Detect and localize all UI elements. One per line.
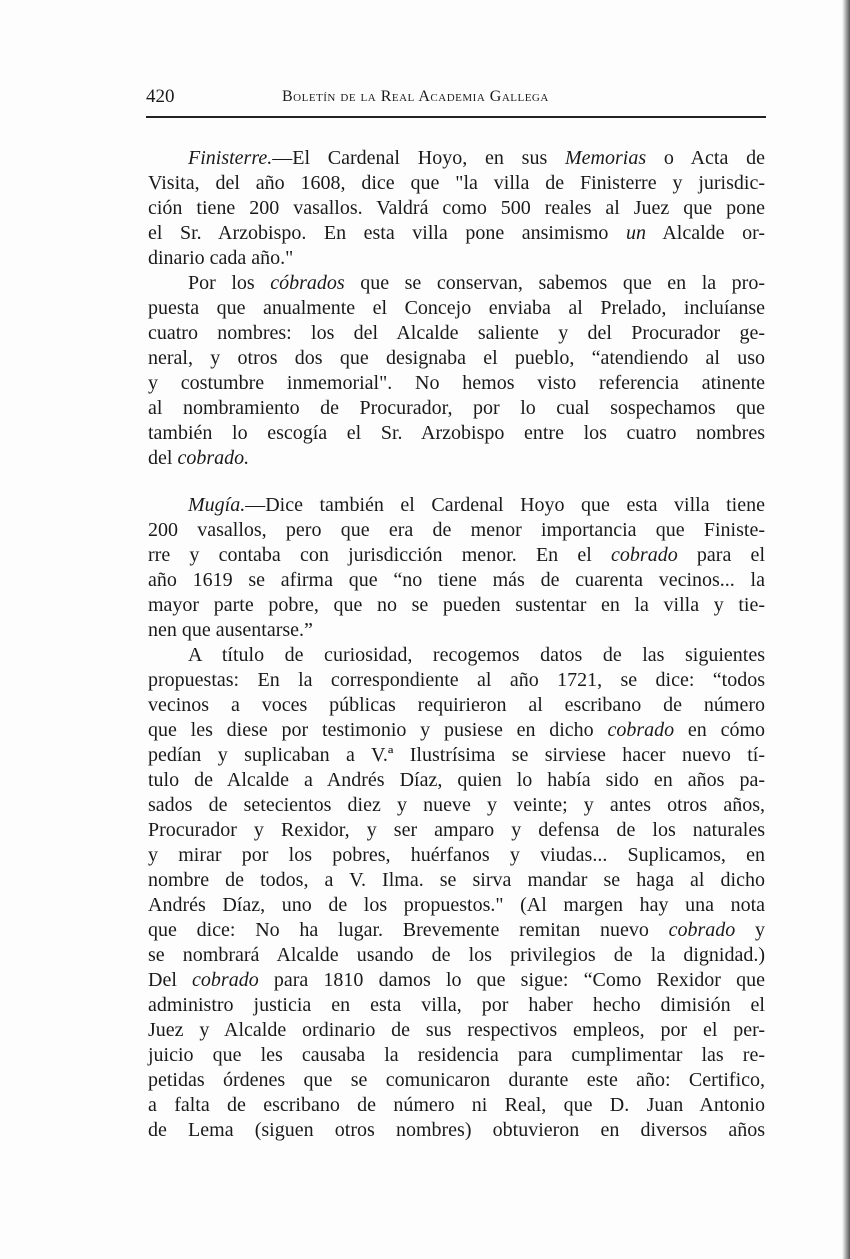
body-text <box>148 146 765 1143</box>
text-segment: y mirar por los pobres, huérfanos y viudas... Suplicamos, en <box>148 844 765 866</box>
text-line <box>148 196 765 221</box>
text-segment: rre y contaba con jurisdicción menor. En el <box>148 544 612 566</box>
text-segment: tulo de Alcalde a Andrés Díaz, quien lo había sido en años pa- <box>148 769 765 791</box>
text-segment: administro justicia en esta villa, por haber hecho dimisión el <box>148 994 765 1016</box>
text-line <box>148 693 765 718</box>
running-header <box>146 86 766 110</box>
text-segment: del <box>148 447 178 469</box>
text-line <box>148 493 765 518</box>
text-line <box>148 668 765 693</box>
text-segment: puesta que anualmente el Concejo enviaba al Prelado, incluíanse <box>148 297 765 319</box>
text-line <box>148 446 765 471</box>
text-segment: Visita, del año 1608, dice que "la villa de Finisterre y jurisdic- <box>148 172 765 194</box>
italic-text: cobrado <box>607 719 675 741</box>
text-segment: pedían y suplicaban a V.ª Ilustrísima se sirviese hacer nuevo tí- <box>148 744 765 766</box>
text-segment: el Sr. Arzobispo. En esta villa pone ansimismo <box>148 222 626 244</box>
text-segment: mayor parte pobre, que no se pueden sustentar en la villa y tie- <box>148 594 765 616</box>
italic-text: un <box>625 222 646 244</box>
text-line <box>148 968 765 993</box>
text-line <box>148 421 765 446</box>
text-line <box>148 818 765 843</box>
italic-text: cobrado <box>611 544 678 566</box>
text-line <box>148 718 765 743</box>
paragraph <box>148 493 765 643</box>
text-line <box>148 346 765 371</box>
text-segment: ción tiene 200 vasallos. Valdrá como 500 reales al Juez que pone <box>148 197 765 219</box>
text-segment: cuatro nombres: los del Alcalde saliente y del Procurador ge- <box>148 322 765 344</box>
text-segment: —El Cardenal Hoyo, en sus <box>272 147 566 169</box>
text-segment: o Acta de <box>646 147 765 169</box>
text-line <box>148 993 765 1018</box>
text-segment: —Dice también el Cardenal Hoyo que esta villa tiene <box>245 494 765 516</box>
text-line <box>148 171 765 196</box>
text-segment: y <box>735 919 766 941</box>
text-line <box>148 543 765 568</box>
text-segment: para 1810 damos lo que sigue: “Como Rexidor que <box>258 969 765 991</box>
text-segment: nombre de todos, a V. Ilma. se sirva mandar se haga al dicho <box>148 869 765 891</box>
paragraph-gap <box>148 471 765 493</box>
text-line <box>148 518 765 543</box>
text-line <box>148 246 765 271</box>
italic-text: cobrado. <box>177 447 250 469</box>
page-edge-shadow <box>842 0 850 1259</box>
text-segment: juicio que les causaba la residencia para cumplimentar las re- <box>148 1044 765 1066</box>
text-line <box>148 371 765 396</box>
text-line <box>148 593 765 618</box>
text-segment: que se conservan, sabemos que en la pro- <box>344 272 766 294</box>
text-line <box>148 618 765 643</box>
text-segment: que dice: No ha lugar. Brevemente remitan nuevo <box>148 919 669 941</box>
text-segment: petidas órdenes que se comunicaron durante este año: Certifico, <box>148 1069 765 1091</box>
text-segment: año 1619 se afirma que “no tiene más de cuarenta vecinos... la <box>148 569 765 591</box>
text-segment: A título de curiosidad, recogemos datos de las siguientes <box>188 644 765 666</box>
text-segment: neral, y otros dos que designaba el pueblo, “atendiendo al uso <box>148 347 765 369</box>
text-line <box>148 1068 765 1093</box>
text-line <box>148 843 765 868</box>
paragraph <box>148 643 765 1143</box>
text-line <box>148 568 765 593</box>
header-rule <box>146 116 766 118</box>
text-segment: sados de setecientos diez y nueve y veinte; y antes otros años, <box>148 794 765 816</box>
text-line <box>148 743 765 768</box>
text-segment: en cómo <box>674 719 766 741</box>
text-segment: para el <box>677 544 765 566</box>
page-number: 420 <box>146 86 175 107</box>
text-segment: de Lema (siguen otros nombres) obtuvieron en diversos años <box>148 1119 765 1141</box>
italic-text: cobrado <box>668 919 736 941</box>
text-segment: se nombrará Alcalde usando de los privilegios de la dignidad.) <box>148 944 765 966</box>
text-line <box>148 943 765 968</box>
text-segment: Alcalde or- <box>645 222 765 244</box>
text-line <box>148 146 765 171</box>
text-line <box>148 271 765 296</box>
text-segment: 200 vasallos, pero que era de menor importancia que Finiste- <box>148 519 765 541</box>
text-line <box>148 768 765 793</box>
text-segment: dinario cada año." <box>148 247 294 269</box>
italic-text: Finisterre. <box>188 147 273 169</box>
text-segment: Procurador y Rexidor, y ser amparo y defensa de los naturales <box>148 819 765 841</box>
text-line <box>148 1093 765 1118</box>
text-segment: nen que ausentarse.” <box>148 619 313 641</box>
text-line <box>148 396 765 421</box>
italic-text: Mugía. <box>188 494 246 516</box>
text-segment: a falta de escribano de número ni Real, que D. Juan Antonio <box>148 1094 765 1116</box>
text-line <box>148 1018 765 1043</box>
text-line <box>148 1043 765 1068</box>
text-segment: que les diese por testimonio y pusiese en dicho <box>148 719 608 741</box>
text-line <box>148 221 765 246</box>
text-segment: al nombramiento de Procurador, por lo cual sospechamos que <box>148 397 765 419</box>
italic-text: cobrado <box>192 969 259 991</box>
text-line <box>148 643 765 668</box>
text-line <box>148 793 765 818</box>
text-line <box>148 1118 765 1143</box>
running-title: Boletín de la Real Academia Gallega <box>282 88 549 105</box>
text-segment: y costumbre inmemorial". No hemos visto referencia atinente <box>148 372 765 394</box>
italic-text: cóbrados <box>270 272 345 294</box>
text-segment: propuestas: En la correspondiente al año 1721, se dice: “todos <box>148 669 765 691</box>
text-line <box>148 296 765 321</box>
text-segment: Del <box>148 969 193 991</box>
text-segment: vecinos a voces públicas requirieron al escribano de número <box>148 694 765 716</box>
text-segment: también lo escogía el Sr. Arzobispo entre los cuatro nombres <box>148 422 765 444</box>
text-line <box>148 868 765 893</box>
paragraph <box>148 271 765 471</box>
text-segment: Juez y Alcalde ordinario de sus respectivos empleos, por el per- <box>148 1019 765 1041</box>
text-segment: Por los <box>188 272 271 294</box>
text-line <box>148 321 765 346</box>
paragraph <box>148 146 765 271</box>
text-segment: Andrés Díaz, uno de los propuestos." (Al margen hay una nota <box>148 894 765 916</box>
text-line <box>148 918 765 943</box>
italic-text: Memorias <box>565 147 647 169</box>
text-line <box>148 893 765 918</box>
